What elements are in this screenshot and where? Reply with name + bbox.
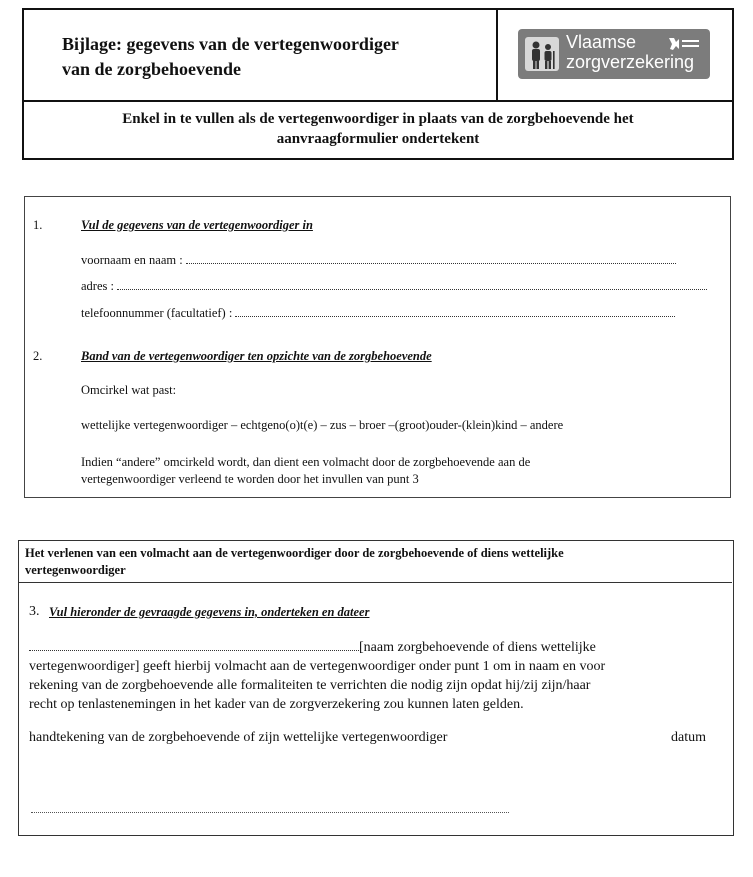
section-1-heading: Vul de gegevens van de vertegenwoordiger in (81, 218, 313, 232)
power-of-attorney-text-line-2: vertegenwoordiger] geeft hierbij volmacht aan de vertegenwoordiger onder punt 1 om in naam en voor (29, 659, 606, 674)
other-option-note-line-1: Indien “andere” omcirkeld wordt, dan dient een volmacht door de zorgbehoevende aan de (81, 455, 531, 469)
logo-cell (498, 10, 732, 100)
phone-field[interactable] (81, 306, 675, 321)
logo-text-line-1: Vlaamse (566, 32, 637, 52)
care-recipient-name-input-line[interactable] (29, 649, 359, 651)
address-field-label: adres : (81, 279, 114, 293)
signature-input-line[interactable] (31, 812, 509, 813)
power-of-attorney-box (18, 540, 734, 836)
date-label: datum (671, 730, 706, 745)
section-3-heading: Vul hieronder de gevraagde gegevens in, onderteken en dateer (49, 605, 370, 619)
phone-field-label: telefoonnummer (facultatief) : (81, 306, 233, 320)
name-input-line[interactable] (186, 262, 676, 264)
circle-instruction: Omcirkel wat past: (81, 383, 177, 397)
flemish-lion-icon (667, 35, 701, 53)
address-field[interactable] (81, 279, 707, 294)
section-2-number: 2. (33, 349, 43, 363)
power-of-attorney-text-line-1: [naam zorgbehoevende of diens wettelijke (359, 640, 596, 655)
power-of-attorney-text-line-3: rekening van de zorgbehoevende alle formaliteiten te verrichten die nodig zijn opdat hij/zij zijn/haar (29, 678, 591, 693)
power-of-attorney-title-line-1: Het verlenen van een volmacht aan de vertegenwoordiger door de zorgbehoevende of diens wettelijke (25, 546, 564, 560)
section-1-number: 1. (33, 218, 43, 232)
power-of-attorney-title-line-2: vertegenwoordiger (25, 563, 126, 577)
page-title-line-2: van de zorgbehoevende (62, 59, 241, 79)
form-header (22, 8, 734, 160)
signature-label: handtekening van de zorgbehoevende of zijn wettelijke vertegenwoordiger (29, 730, 448, 745)
address-input-line[interactable] (117, 288, 707, 290)
page-title-line-1: Bijlage: gegevens van de vertegenwoordiger (62, 34, 399, 54)
page-title (62, 32, 482, 82)
logo-text-line-2: zorgverzekering (566, 52, 695, 72)
representative-details-box (24, 196, 731, 498)
section-3-number: 3. (29, 604, 40, 619)
people-icon (525, 37, 559, 71)
header-divider (24, 100, 732, 102)
power-of-attorney-text-line-4: recht op tenlastenemingen in het kader van de zorgverzekering zou kunnen laten gelden. (29, 697, 524, 712)
other-option-note (81, 454, 721, 488)
phone-input-line[interactable] (235, 315, 675, 317)
header-subtitle-line-1: Enkel in te vullen als de vertegenwoordiger in plaats van de zorgbehoevende het (122, 111, 634, 127)
power-of-attorney-text (29, 638, 719, 714)
vlaamse-zorgverzekering-logo (518, 29, 710, 79)
header-subtitle-line-2: aanvraagformulier ondertekent (276, 131, 480, 147)
title-cell (24, 10, 498, 100)
section-2-heading: Band van de vertegenwoordiger ten opzichte van de zorgbehoevende (81, 349, 432, 363)
other-option-note-line-2: vertegenwoordiger verleend te worden door het invullen van punt 3 (81, 472, 419, 486)
name-field-label: voornaam en naam : (81, 253, 183, 267)
name-field[interactable] (81, 253, 676, 268)
relationship-options[interactable]: wettelijke vertegenwoordiger – echtgeno(o)t(e) – zus – broer –(groot)ouder-(klein)kind – andere (81, 418, 564, 432)
power-of-attorney-title (25, 545, 725, 579)
power-of-attorney-header (19, 541, 732, 583)
header-subtitle (24, 109, 732, 149)
